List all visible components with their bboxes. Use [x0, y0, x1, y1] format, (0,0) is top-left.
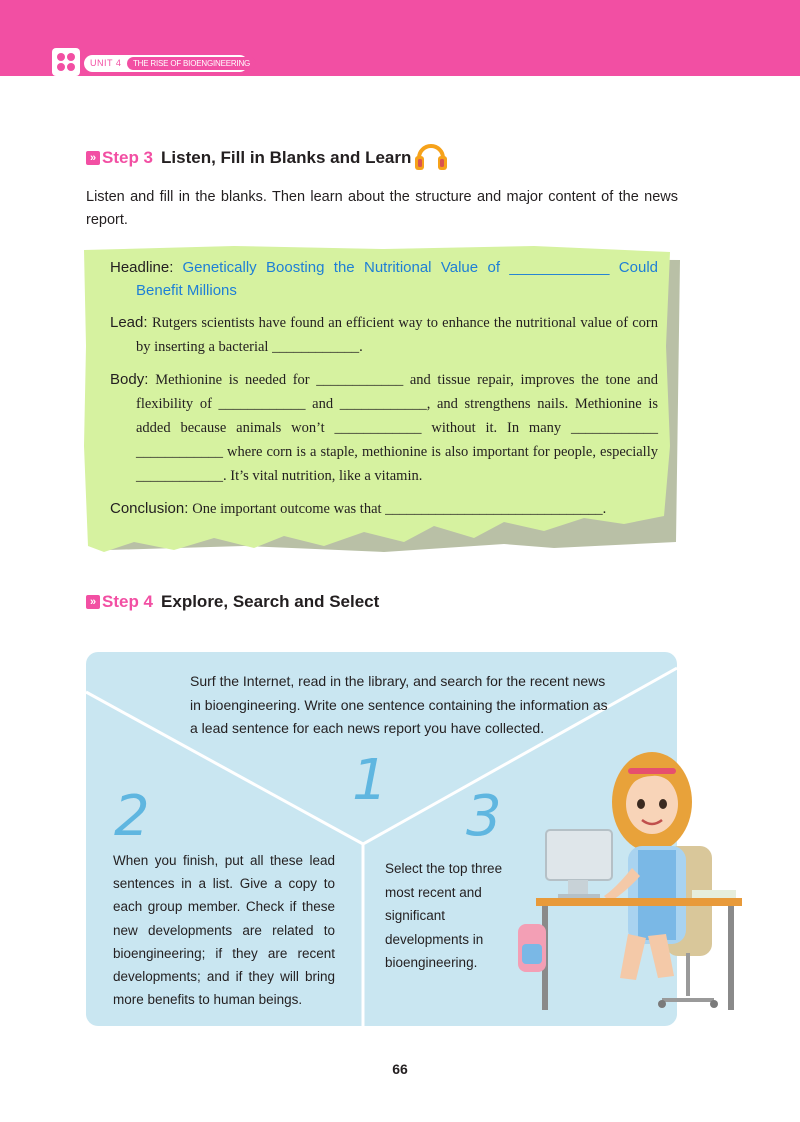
headline-text: Genetically Boosting the Nutritional Value of ____________ Could Benefit Millions: [136, 259, 658, 299]
headphones-icon: [412, 136, 450, 174]
body-text: Methionine is needed for ____________ and tissue repair, improves the tone and flexibility of ____________ and ____________, and strengthens nails. Methionine is added because animals won’t ____________ without it. In many ____________ ____________ where corn is a staple, methionine is also important for people, especially ____________. It’s vital nutrition, like a vitamin.: [136, 372, 658, 484]
step4-title: Explore, Search and Select: [161, 592, 380, 611]
lead-text: Rutgers scientists have found an efficient way to enhance the nutritional value of corn by inserting a bacterial ____________.: [136, 315, 659, 355]
task1-number: 1: [352, 748, 388, 813]
unit-label: UNIT 4: [90, 58, 122, 68]
headline-paragraph: [110, 256, 658, 302]
step3-instruction: Listen and fill in the blanks. Then learn about the structure and major content of the news report.: [86, 189, 678, 228]
step4-number: Step 4: [102, 592, 154, 611]
conclusion-label: Conclusion:: [110, 500, 189, 517]
conclusion-text: One important outcome was that ______________________________.: [192, 501, 607, 517]
lead-paragraph: [110, 311, 658, 359]
step3-title: Listen, Fill in Blanks and Learn: [161, 148, 412, 167]
unit-logo-icon: [52, 48, 80, 76]
girl-at-computer-illustration: [516, 738, 746, 1016]
page-number: 66: [392, 1061, 408, 1077]
chevron-icon: »: [86, 595, 100, 609]
task2-number: 2: [114, 784, 150, 849]
conclusion-paragraph: [110, 497, 658, 521]
task3-number: 3: [466, 784, 502, 849]
headline-label: Headline:: [110, 259, 174, 276]
body-paragraph: [110, 368, 658, 488]
chevron-icon: »: [86, 151, 100, 165]
unit-title: THE RISE OF BIOENGINEERING: [127, 57, 256, 70]
step4-heading: [86, 590, 379, 614]
lead-label: Lead:: [110, 314, 148, 331]
task3-text: Select the top three most recent and significant developments in bioengineering.: [385, 861, 503, 970]
task2-text: When you finish, put all these lead sentences in a list. Give a copy to each group member. Check if these new developments are related to bioengineering; if they are recent developments; and if they will bring more benefits to human beings.: [113, 853, 335, 1008]
step3-heading: [86, 146, 411, 170]
task1-text: Surf the Internet, read in the library, and search for the recent news in bioengineering. Write one sentence containing the information as a lead sentence for each news report you have collected.: [190, 673, 608, 736]
step3-number: Step 3: [102, 148, 154, 167]
news-report-structure: [110, 256, 658, 530]
body-label: Body:: [110, 371, 149, 388]
